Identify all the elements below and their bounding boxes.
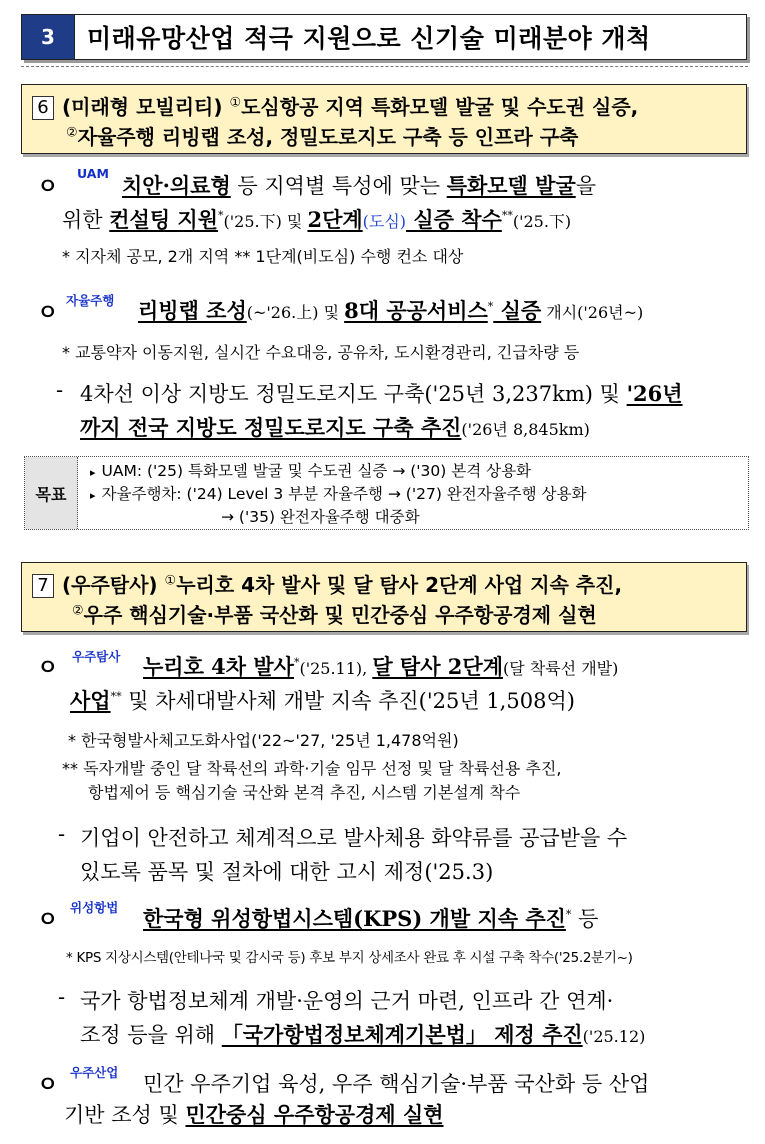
- goal-line-uam: [90, 459, 531, 481]
- goal-body: [78, 457, 748, 529]
- subsection-7-number: 7: [32, 574, 54, 598]
- notice-dash: -: [58, 822, 66, 846]
- subsection-7-line1: [32, 569, 622, 598]
- map-line1: [80, 378, 683, 408]
- uam-star2: **: [501, 209, 513, 222]
- space-l1-d: (달 착륙선 개발): [502, 659, 619, 678]
- subsection-6-line2-text: 자율주행 리빙랩 조성, 정밀도로지도 구축 등 인프라 구축: [77, 125, 579, 149]
- uam-date: ('25.下): [512, 212, 572, 231]
- notice-line2: 있도록 품목 및 절차에 대한 고시 제정('25.3): [80, 860, 494, 884]
- bullet-uam: ㅇ: [37, 175, 59, 200]
- law-l2-a: 조정 등을 위해: [80, 1023, 222, 1047]
- triangle-icon: ▸: [90, 466, 96, 479]
- circled-2: ②: [66, 125, 78, 141]
- subsection-6-line2: [66, 121, 578, 150]
- goal-line1-text: UAM: ('25) 특화모델 발굴 및 수도권 실증 → ('30) 본격 상용화: [101, 462, 532, 480]
- kps-end: 등: [571, 907, 599, 931]
- notice-line1: 기업이 안전하고 체계적으로 발사체용 화약류를 공급받을 수: [80, 826, 628, 850]
- space-nuri: 누리호 4차 발사: [143, 654, 294, 679]
- space-moon: 달 탐사 2단계: [372, 654, 503, 679]
- map-l1-b: '26년: [626, 381, 683, 406]
- uam-text-end: 을: [575, 174, 597, 198]
- kps-star: *: [565, 908, 572, 921]
- section-header: [21, 14, 747, 60]
- space-footnote-1: * 한국형발사체고도화사업('22~'27, '25년 1,478억원): [68, 731, 459, 750]
- space-footnote-2a: ** 독자개발 중인 달 착륙선의 과학·기술 임무 선정 및 달 착륙선용 추진,: [62, 759, 562, 778]
- space-star2: **: [110, 690, 122, 703]
- industry-line1: 민간 우주기업 육성, 우주 핵심기술·부품 국산화 등 산업: [143, 1072, 650, 1096]
- uam-stage2: 2단계: [307, 207, 363, 232]
- bullet-kps: ㅇ: [37, 908, 59, 933]
- auto-star: *: [487, 300, 494, 313]
- tag-space-industry: 우주산업: [70, 1065, 119, 1080]
- map-line2: [80, 412, 590, 442]
- subsection-7-rest: 누리호 4차 발사 및 달 탐사 2단계 사업 지속 추진,: [176, 573, 623, 597]
- uam-special-model: 특화모델 발굴: [446, 173, 576, 198]
- auto-public-services: 8대 공공서비스: [344, 298, 488, 323]
- auto-e: 개시('26년~): [541, 303, 644, 322]
- kps-line: [143, 903, 598, 933]
- uam-line2: [62, 204, 571, 234]
- map-dash: -: [56, 378, 64, 402]
- law-line1: 국가 항법정보체계 개발·운영의 근거 마련, 인프라 간 연계·: [80, 989, 614, 1013]
- subsection-7-line2: [72, 599, 597, 628]
- uam-l2-a: 위한: [62, 208, 110, 232]
- subsection-6-number: 6: [32, 96, 54, 120]
- circled-2: ②: [72, 603, 84, 619]
- industry-line2: [64, 1099, 444, 1129]
- subsection-7-box: [21, 562, 747, 632]
- goal-label: 목표: [25, 457, 78, 529]
- subsection-6-rest: 도심항공 지역 특화모델 발굴 및 수도권 실증,: [241, 95, 639, 119]
- goal-line-auto: [90, 482, 586, 504]
- uam-medical-model: 치안·의료형: [122, 173, 231, 198]
- tag-uam: UAM: [77, 166, 109, 181]
- industry-l2-b: 민간중심 우주항공경제 실현: [185, 1102, 444, 1127]
- tag-navigation: 위성항법: [70, 900, 119, 915]
- goal-table: [24, 456, 749, 530]
- goal-line-auto-cont: → ('35) 완전자율주행 대중화: [221, 508, 420, 526]
- bullet-space: ㅇ: [37, 656, 59, 681]
- uam-text: 등 지역별 특성에 맞는: [230, 174, 447, 198]
- subsection-7-line2-text: 우주 핵심기술·부품 국산화 및 민간중심 우주항공경제 실현: [83, 603, 597, 627]
- industry-l2-a: 기반 조성 및: [64, 1103, 186, 1127]
- subsection-7-lead: (우주탐사): [62, 573, 158, 597]
- tag-space-exploration: 우주탐사: [72, 649, 121, 664]
- space-l2-b: 및 차세대발사체 개발 지속 추진('25년 1,508억): [121, 689, 575, 713]
- uam-start: 실증 착수: [406, 207, 502, 232]
- space-star: *: [293, 656, 300, 669]
- kps-main: 한국형 위성항법시스템(KPS) 개발 지속 추진: [143, 906, 566, 931]
- map-l2-b: ('26년 8,845km): [461, 420, 590, 439]
- uam-l2-c: ('25.下) 및: [223, 212, 308, 231]
- space-line1: [143, 651, 618, 681]
- law-act: 「국가항법정보체계기본법」 제정 추진: [221, 1022, 583, 1047]
- subsection-6-box: [21, 84, 747, 154]
- map-l1-a: 4차선 이상 지방도 정밀도로지도 구축('25년 3,237km) 및: [80, 382, 627, 406]
- circled-1: ①: [164, 573, 177, 589]
- bullet-auto: ㅇ: [37, 301, 59, 326]
- space-line2: [70, 685, 575, 715]
- bullet-industry: ㅇ: [37, 1073, 59, 1098]
- law-line2: [80, 1019, 645, 1049]
- auto-demo: 실증: [493, 298, 542, 323]
- triangle-icon: ▸: [90, 489, 96, 502]
- law-date: ('25.12): [582, 1027, 646, 1046]
- space-footnote-2b: 항법제어 등 핵심기술 국산화 본격 추진, 시스템 기본설계 착수: [88, 783, 521, 802]
- uam-footnote: * 지자체 공모, 2개 지역 ** 1단계(비도심) 수행 컨소 대상: [62, 247, 464, 266]
- law-dash: -: [58, 985, 66, 1009]
- circled-1: ①: [229, 95, 242, 111]
- tag-autonomous: 자율주행: [66, 293, 115, 308]
- auto-footnote: * 교통약자 이동지원, 실시간 수요대응, 공유차, 도시환경관리, 긴급차량 등: [62, 343, 580, 362]
- auto-line: [138, 295, 643, 325]
- subsection-6-line1: [32, 91, 638, 120]
- space-project: 사업: [70, 688, 111, 713]
- uam-line1: [122, 170, 596, 200]
- section-title: 미래유망산업 적극 지원으로 신기술 미래분야 개척: [87, 24, 651, 53]
- goal-line2-text: 자율주행차: ('24) Level 3 부분 자율주행 → ('27) 완전자율주행 상용화: [101, 485, 587, 503]
- kps-footnote: * KPS 지상시스템(안테나국 및 감시국 등) 후보 부지 상세조사 완료 후 시설 구축 착수('25.2분기~): [66, 950, 633, 966]
- uam-star: *: [218, 209, 224, 222]
- auto-b: (~'26.上) 및: [246, 303, 345, 322]
- uam-consulting: 컨설팅 지원: [109, 207, 218, 232]
- map-l2-a: 까지 전국 지방도 정밀도로지도 구축 추진: [80, 415, 462, 440]
- uam-urban: (도심): [362, 212, 407, 231]
- auto-livinglab: 리빙랩 조성: [138, 298, 247, 323]
- section-divider: [21, 66, 748, 67]
- subsection-6-lead: (미래형 모빌리티): [62, 95, 223, 119]
- section-number: 3: [22, 15, 75, 59]
- space-l1-b: ('25.11),: [299, 659, 373, 678]
